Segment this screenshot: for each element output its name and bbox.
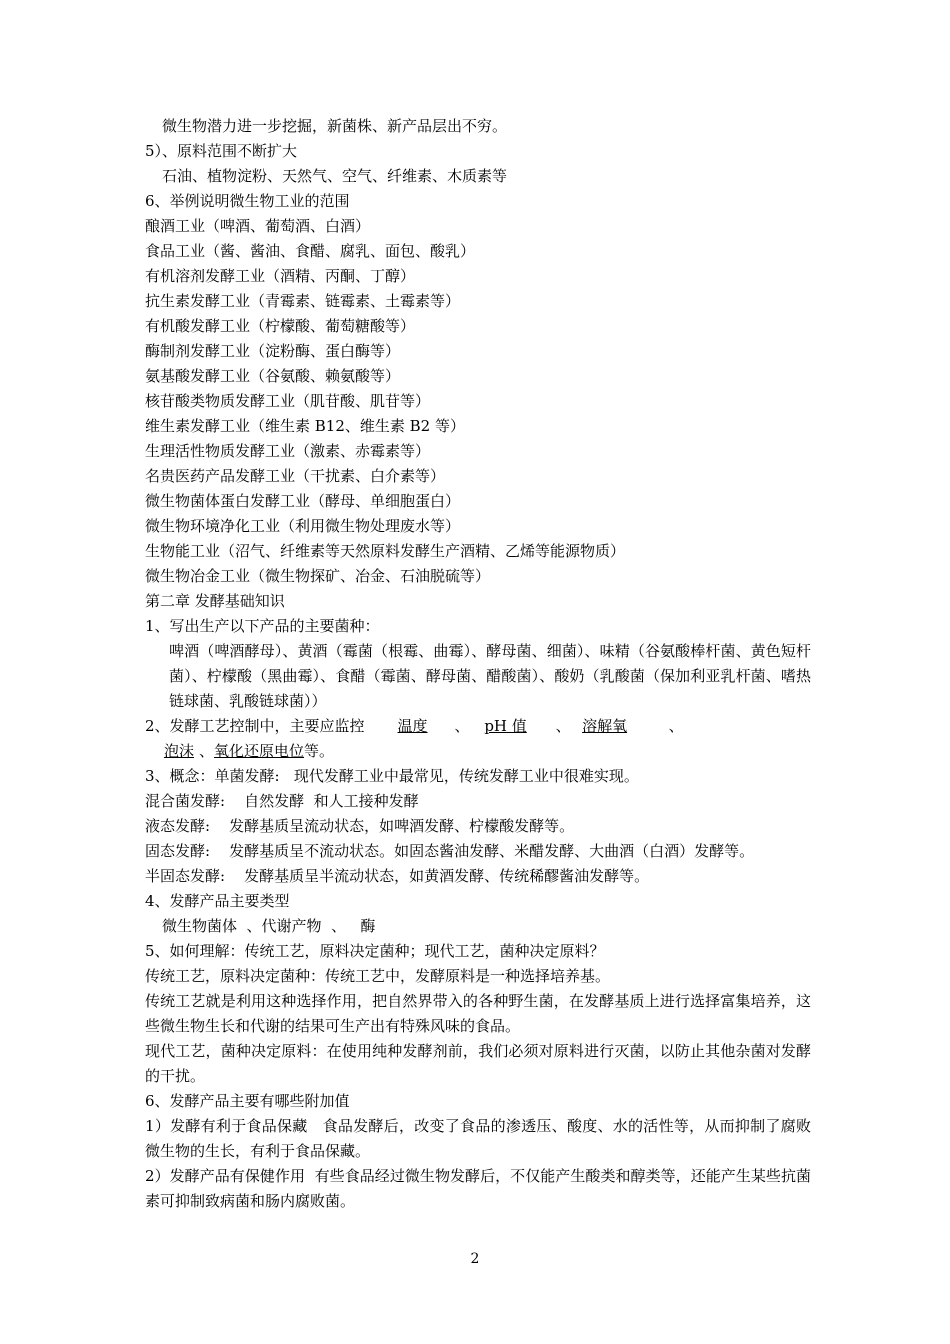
question-heading: 1、写出生产以下产品的主要菌种：: [145, 617, 380, 635]
answer-line: 传统工艺，原料决定菌种：传统工艺中，发酵原料是一种选择培养基。: [145, 967, 611, 985]
list-item: 生理活性物质发酵工业（激素、赤霉素等）: [145, 442, 431, 460]
list-item: 名贵医药产品发酵工业（干扰素、白介素等）: [145, 467, 446, 485]
separator: 、: [454, 717, 470, 735]
separator: 、: [668, 717, 684, 735]
question-text: 等。: [304, 742, 335, 760]
question-heading: 4、发酵产品主要类型: [145, 892, 290, 910]
answer-paragraph: 现代工艺，菌种决定原料：在使用纯种发酵剂前，我们必须对原料进行灭菌，以防止其他杂菌对发酵的干扰。: [145, 1042, 811, 1085]
definition-line: 3、概念：单菌发酵: 现代发酵工业中最常见，传统发酵工业中很难实现。: [145, 767, 639, 785]
definition-line: 混合菌发酵: 自然发酵 和人工接种发酵: [145, 792, 419, 810]
list-item: 微生物菌体蛋白发酵工业（酵母、单细胞蛋白）: [145, 492, 461, 510]
list-item: 食品工业（酱、酱油、食醋、腐乳、面包、酸乳）: [145, 242, 476, 260]
section-heading: 5）、原料范围不断扩大: [145, 142, 298, 160]
answer-blank: 温度: [397, 717, 428, 735]
list-item: 氨基酸发酵工业（谷氨酸、赖氨酸等）: [145, 367, 401, 385]
definition-line: 固态发酵: 发酵基质呈不流动状态。如固态酱油发酵、米醋发酵、大曲酒（白酒）发酵等。: [145, 842, 755, 860]
list-item: 微生物冶金工业（微生物探矿、冶金、石油脱硫等）: [145, 567, 491, 585]
question-text: 2、发酵工艺控制中，主要应监控: [145, 717, 365, 735]
definition-line: 液态发酵: 发酵基质呈流动状态，如啤酒发酵、柠檬酸发酵等。: [145, 817, 575, 835]
answer-paragraph: 2）发酵产品有保健作用 有些食品经过微生物发酵后，不仅能产生酸类和醇类等，还能产生某些抗菌素可抑制致病菌和肠内腐败菌。: [145, 1167, 811, 1210]
question-heading: 5、如何理解：传统工艺，原料决定菌种；现代工艺，菌种决定原料？: [145, 942, 605, 960]
answer-paragraph: 啤酒（啤酒酵母）、黄酒（霉菌（根霉、曲霉）、酵母菌、细菌）、味精（谷氨酸棒杆菌、黄色短杆菌）、柠檬酸（黑曲霉）、食醋（霉菌、酵母菌、醋酸菌）、酸奶（乳酸菌（保加利亚乳杆菌、嗜热链球菌、乳酸链球菌））: [169, 642, 811, 710]
list-item: 有机酸发酵工业（柠檬酸、葡萄糖酸等）: [145, 317, 416, 335]
list-item: 核苷酸类物质发酵工业（肌苷酸、肌苷等）: [145, 392, 431, 410]
page-body: [145, 114, 811, 1214]
separator: 、: [199, 742, 215, 760]
list-item: 生物能工业（沼气、纤维素等天然原料发酵生产酒精、乙烯等能源物质）: [145, 542, 626, 560]
text-line: 石油、植物淀粉、天然气、空气、纤维素、木质素等: [162, 167, 508, 185]
answer-paragraph: 传统工艺就是利用这种选择作用，把自然界带入的各种野生菌，在发酵基质上进行选择富集培养，这些微生物生长和代谢的结果可生产出有特殊风味的食品。: [145, 992, 811, 1035]
list-item: 酿酒工业（啤酒、葡萄酒、白酒）: [145, 217, 371, 235]
chapter-heading: 第二章 发酵基础知识: [145, 592, 285, 610]
fill-in-question-continued: [145, 739, 811, 764]
list-item: 维生素发酵工业（维生素 B12、维生素 B2 等）: [145, 417, 465, 435]
separator: 、: [555, 717, 571, 735]
answer-blank: 泡沫: [163, 742, 194, 760]
list-item: 有机溶剂发酵工业（酒精、丙酮、丁醇）: [145, 267, 416, 285]
page-number: 2: [470, 1251, 480, 1267]
text-line: 微生物潜力进一步挖掘，新菌株、新产品层出不穷。: [162, 117, 508, 135]
answer-line: 微生物菌体 、代谢产物 、 酶: [162, 917, 376, 935]
question-heading: 6、发酵产品主要有哪些附加值: [145, 1092, 350, 1110]
answer-blank: pH 值: [484, 717, 527, 735]
section-heading: 6、举例说明微生物工业的范围: [145, 192, 350, 210]
definition-line: 半固态发酵: 发酵基质呈半流动状态，如黄酒发酵、传统稀醪酱油发酵等。: [145, 867, 650, 885]
list-item: 酶制剂发酵工业（淀粉酶、蛋白酶等）: [145, 342, 401, 360]
list-item: 微生物环境净化工业（利用微生物处理废水等）: [145, 517, 461, 535]
answer-blank: 氧化还原电位: [214, 742, 305, 760]
answer-paragraph: 1）发酵有利于食品保藏 食品发酵后，改变了食品的渗透压、酸度、水的活性等，从而抑制了腐败微生物的生长，有利于食品保藏。: [145, 1117, 811, 1160]
fill-in-question: [145, 714, 811, 739]
list-item: 抗生素发酵工业（青霉素、链霉素、土霉素等）: [145, 292, 461, 310]
answer-blank: 溶解氧: [582, 717, 628, 735]
